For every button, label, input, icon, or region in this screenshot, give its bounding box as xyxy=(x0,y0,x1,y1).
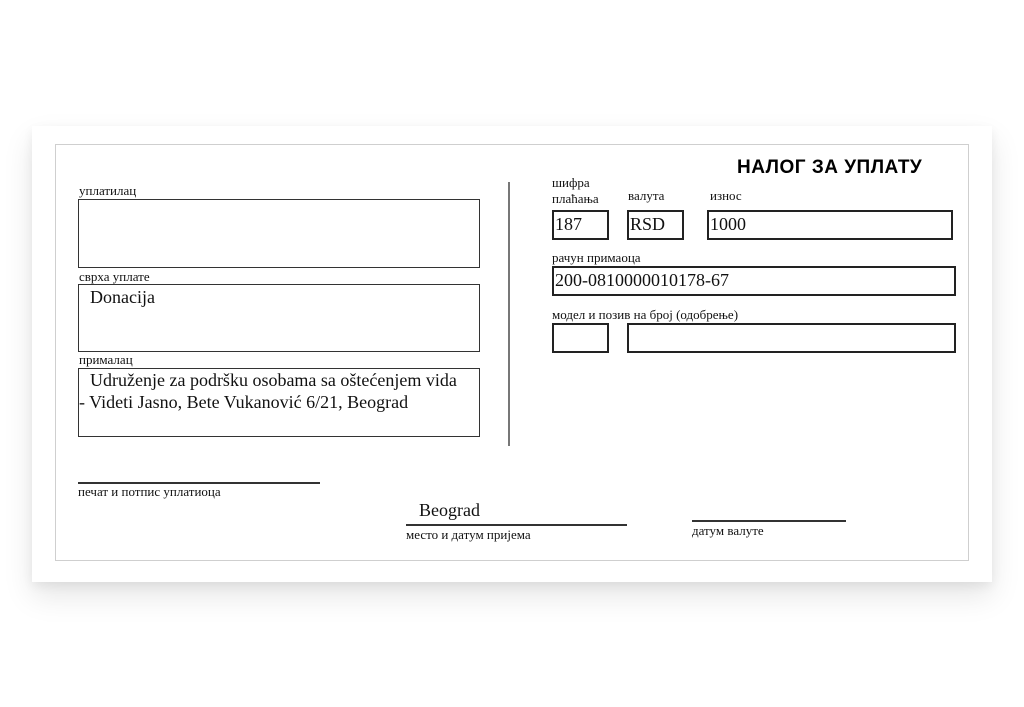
model-reference-label: модел и позив на број (одобрење) xyxy=(552,307,739,322)
payer-label: уплатилац xyxy=(79,183,137,198)
amount-value: 1000 xyxy=(710,214,746,234)
recipient-label: прималац xyxy=(79,352,133,367)
account-field[interactable] xyxy=(552,266,956,296)
payer-field[interactable] xyxy=(78,199,480,268)
currency-field[interactable] xyxy=(627,210,684,240)
reference-number-field[interactable] xyxy=(627,323,956,353)
value-date-label: датум валуте xyxy=(692,523,764,538)
signature-label: печат и потпис уплатиоца xyxy=(78,484,221,499)
place-value: Beograd xyxy=(419,500,480,520)
place-date-label: место и датум пријема xyxy=(406,527,531,542)
purpose-field[interactable] xyxy=(78,284,480,352)
value-date-line xyxy=(692,520,846,522)
currency-label: валута xyxy=(628,188,665,203)
column-divider xyxy=(508,182,510,446)
payment-code-field[interactable] xyxy=(552,210,609,240)
purpose-label: сврха уплате xyxy=(79,269,150,284)
model-field[interactable] xyxy=(552,323,609,353)
account-value: 200-0810000010178-67 xyxy=(555,270,729,290)
account-label: рачун примаоца xyxy=(552,250,641,265)
payment-code-label-line-1: шифра xyxy=(552,175,590,190)
recipient-line-1: Udruženje za podršku osobama sa oštećenjem vida xyxy=(90,370,457,390)
place-date-line xyxy=(406,524,627,526)
currency-value: RSD xyxy=(630,214,666,234)
form-title: НАЛОГ ЗА УПЛАТУ xyxy=(737,157,923,178)
recipient-field[interactable] xyxy=(78,368,480,437)
payment-code-value: 187 xyxy=(555,214,582,234)
purpose-value: Donacija xyxy=(90,287,155,307)
recipient-line-2: - Videti Jasno, Bete Vukanović 6/21, Beograd xyxy=(79,392,409,412)
amount-label: износ xyxy=(710,188,742,203)
amount-field[interactable] xyxy=(707,210,953,240)
payment-code-label-line-2: плаћања xyxy=(552,191,599,206)
